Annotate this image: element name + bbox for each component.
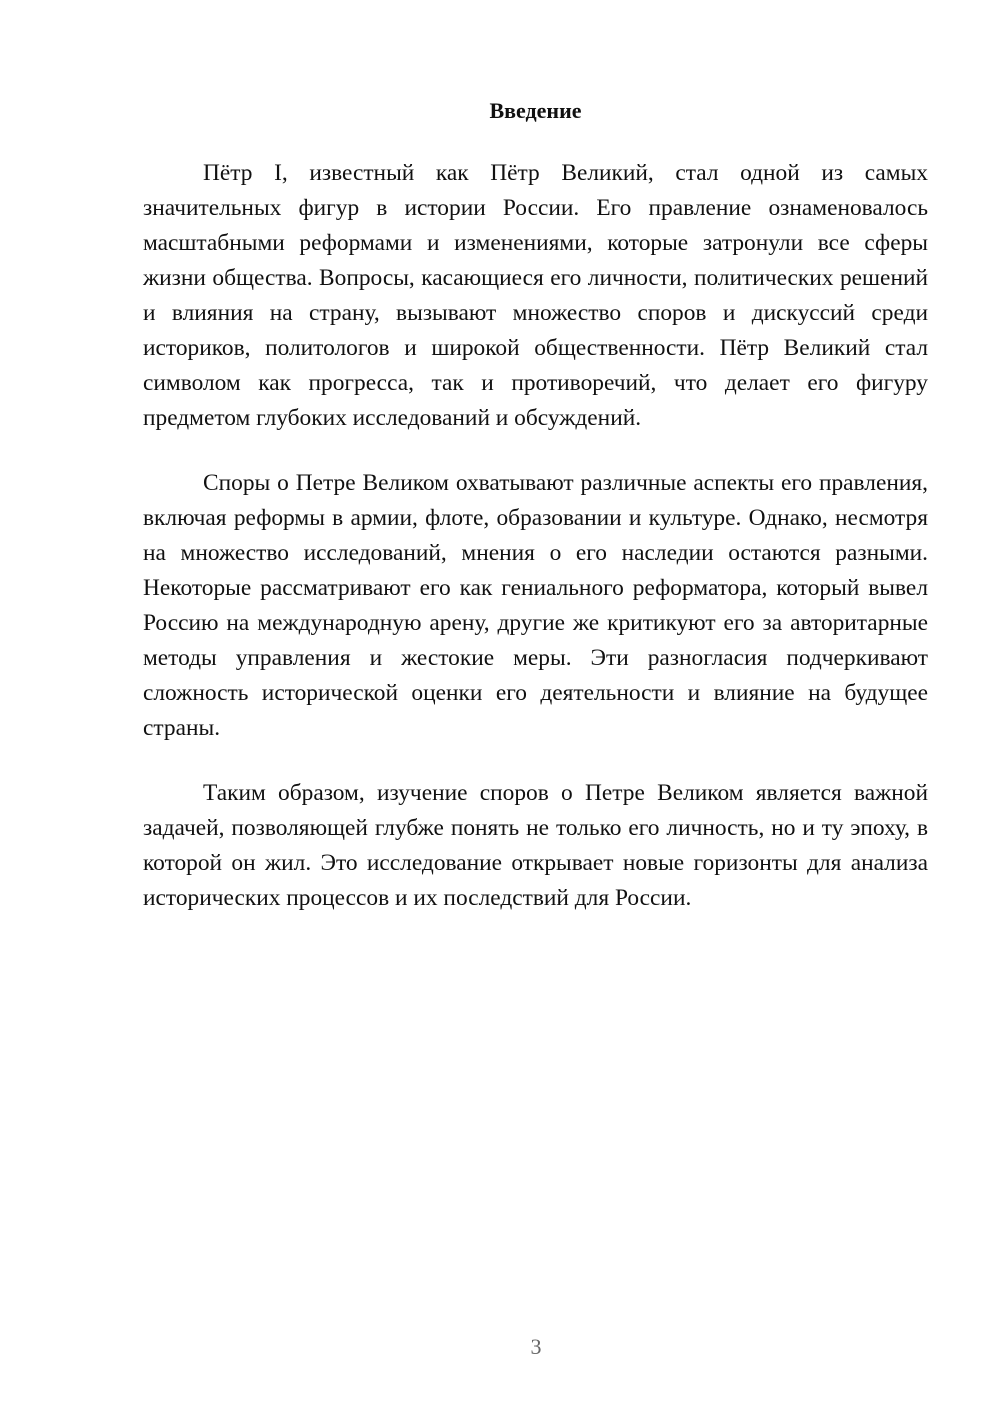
paragraph-1: Пётр I, известный как Пётр Великий, стал одной из самых значительных фигур в истории России. Его правление ознаменовалось масштабными реформами и изменениями, которые затронули все сферы жизни общества. Вопросы, касающиеся его личности, политических решений и влияния на страну, вызывают множество споров и дискуссий среди историков, политологов и широкой общественности. Пётр Великий стал символом как прогресса, так и противоречий, что делает его фигуру предметом глубоких исследований и обсуждений. (143, 160, 928, 431)
page-content (143, 96, 928, 916)
page-number: 3 (530, 1334, 542, 1359)
section-title: Введение (489, 98, 582, 123)
paragraph-3: Таким образом, изучение споров о Петре Великом является важной задачей, позволяющей глубже понять не только его личность, но и ту эпоху, в которой он жил. Это исследование открывает новые горизонты для анализа исторических процессов и их последствий для России. (143, 780, 928, 911)
paragraph-2: Споры о Петре Великом охватывают различные аспекты его правления, включая реформы в армии, флоте, образовании и культуре. Однако, несмотря на множество исследований, мнения о его наследии остаются разными. Некоторые рассматривают его как гениального реформатора, который вывел Россию на международную арену, другие же критикуют его за авторитарные методы управления и жестокие меры. Эти разногласия подчеркивают сложность исторической оценки его деятельности и влияние на будущее страны. (143, 470, 928, 741)
